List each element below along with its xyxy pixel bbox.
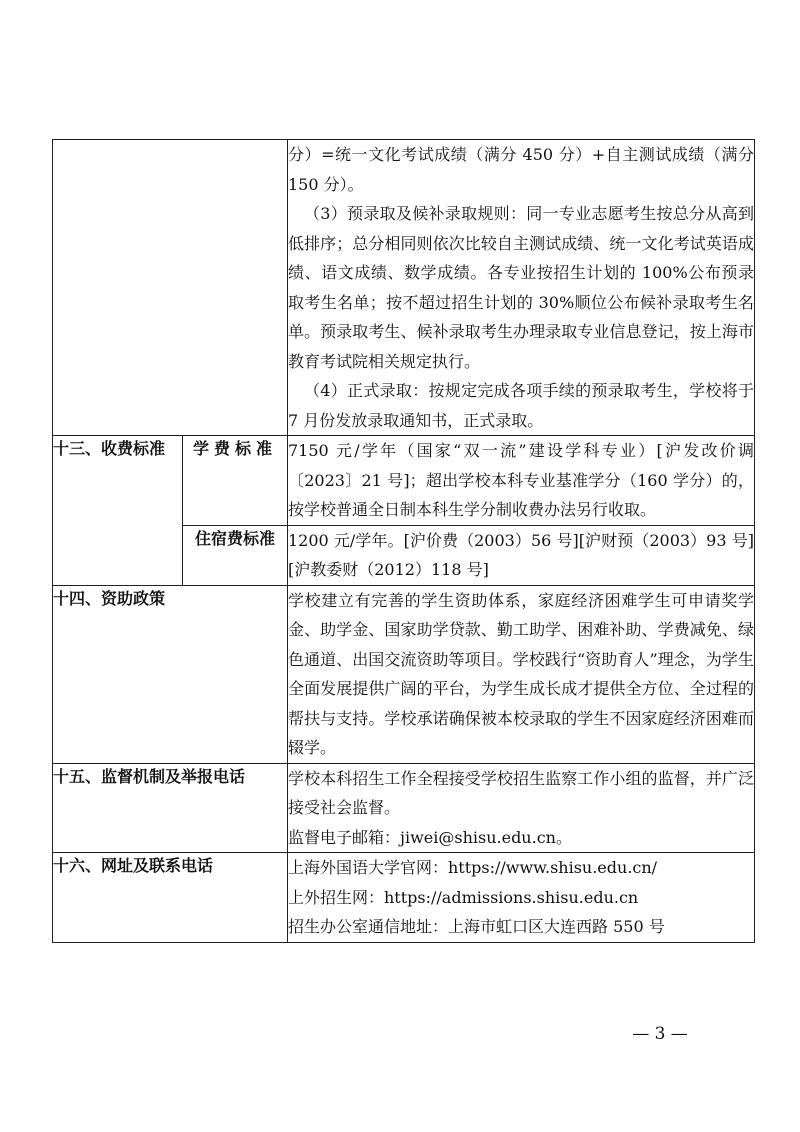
admissions-table [52,139,755,943]
university-website[interactable]: 上海外国语大学官网：https://www.shisu.edu.cn/ [288,858,658,877]
admission-rules-content [288,140,755,436]
pre-admission-rules-text: （3）预录取及候补录取规则：同一专业志愿考生按总分从高到低排序；总分相同则依次比较自主测试成绩、统一文化考试英语成绩、语文成绩、数学成绩。各专业按招生计划的 100%公布预录取考生名单；按不超过招生计划的 30%顺位公布候补录取考生名单。预录取考生、候补录取考生办理录取专业信息登记，按上海市教育考试院相关规定执行。 [288,204,754,371]
admissions-website[interactable]: 上外招生网：https://admissions.shisu.edu.cn [288,887,639,907]
tuition-label: 学费标准 [183,436,288,526]
formal-admission-text: （4）正式录取：按规定完成各项手续的预录取考生，学校将于 7 月份发放录取通知书，正式录取。 [288,381,754,430]
admission-rules-row [53,140,755,436]
supervision-email[interactable]: 监督电子邮箱：jiwei@shisu.edu.cn。 [288,827,572,847]
empty-label-cell [53,140,288,436]
contact-content [288,853,755,943]
score-formula-text: 分）=统一文化考试成绩（满分 450 分）+自主测试成绩（满分 150 分）。 [288,145,754,194]
office-address: 招生办公室通信地址：上海市虹口区大连西路 550 号 [288,917,665,936]
tuition-row [53,436,755,526]
contact-section-label: 十六、网址及联系电话 [53,853,288,943]
aid-row [53,585,755,763]
tuition-text: 7150 元/学年（国家“双一流”建设学科专业）[沪发改价调〔2023〕21 号]；超出学校本科专业基准学分（160 学分）的，按学校普通全日制本科生学分制收费办法另行收取。 [288,441,754,519]
supervision-text: 学校本科招生工作全程接受学校招生监察工作小组的监督，并广泛接受社会监督。 [288,768,754,817]
supervision-content [288,763,755,853]
dorm-fee-label: 住宿费标准 [183,525,288,585]
supervision-row [53,763,755,853]
dorm-fee-text: 1200 元/学年。[沪价费（2003）56 号][沪财预（2003）93 号][沪教委财（2012）118 号] [288,530,754,579]
aid-section-label: 十四、资助政策 [53,585,288,763]
tuition-content [288,436,755,526]
fees-section-label: 十三、收费标准 [53,436,183,586]
contact-row [53,853,755,943]
aid-text: 学校建立有完善的学生资助体系，家庭经济困难学生可申请奖学金、助学金、国家助学贷款、勤工助学、困难补助、学费减免、绿色通道、出国交流资助等项目。学校践行“资助育人”理念，为学生全面发展提供广阔的平台，为学生成长成才提供全方位、全过程的帮扶与支持。学校承诺确保被本校录取的学生不因家庭经济困难而辍学。 [288,590,754,757]
aid-content [288,585,755,763]
page-number: — 3 — [632,1024,688,1044]
dorm-fee-content [288,525,755,585]
supervision-section-label: 十五、监督机制及举报电话 [53,763,288,853]
